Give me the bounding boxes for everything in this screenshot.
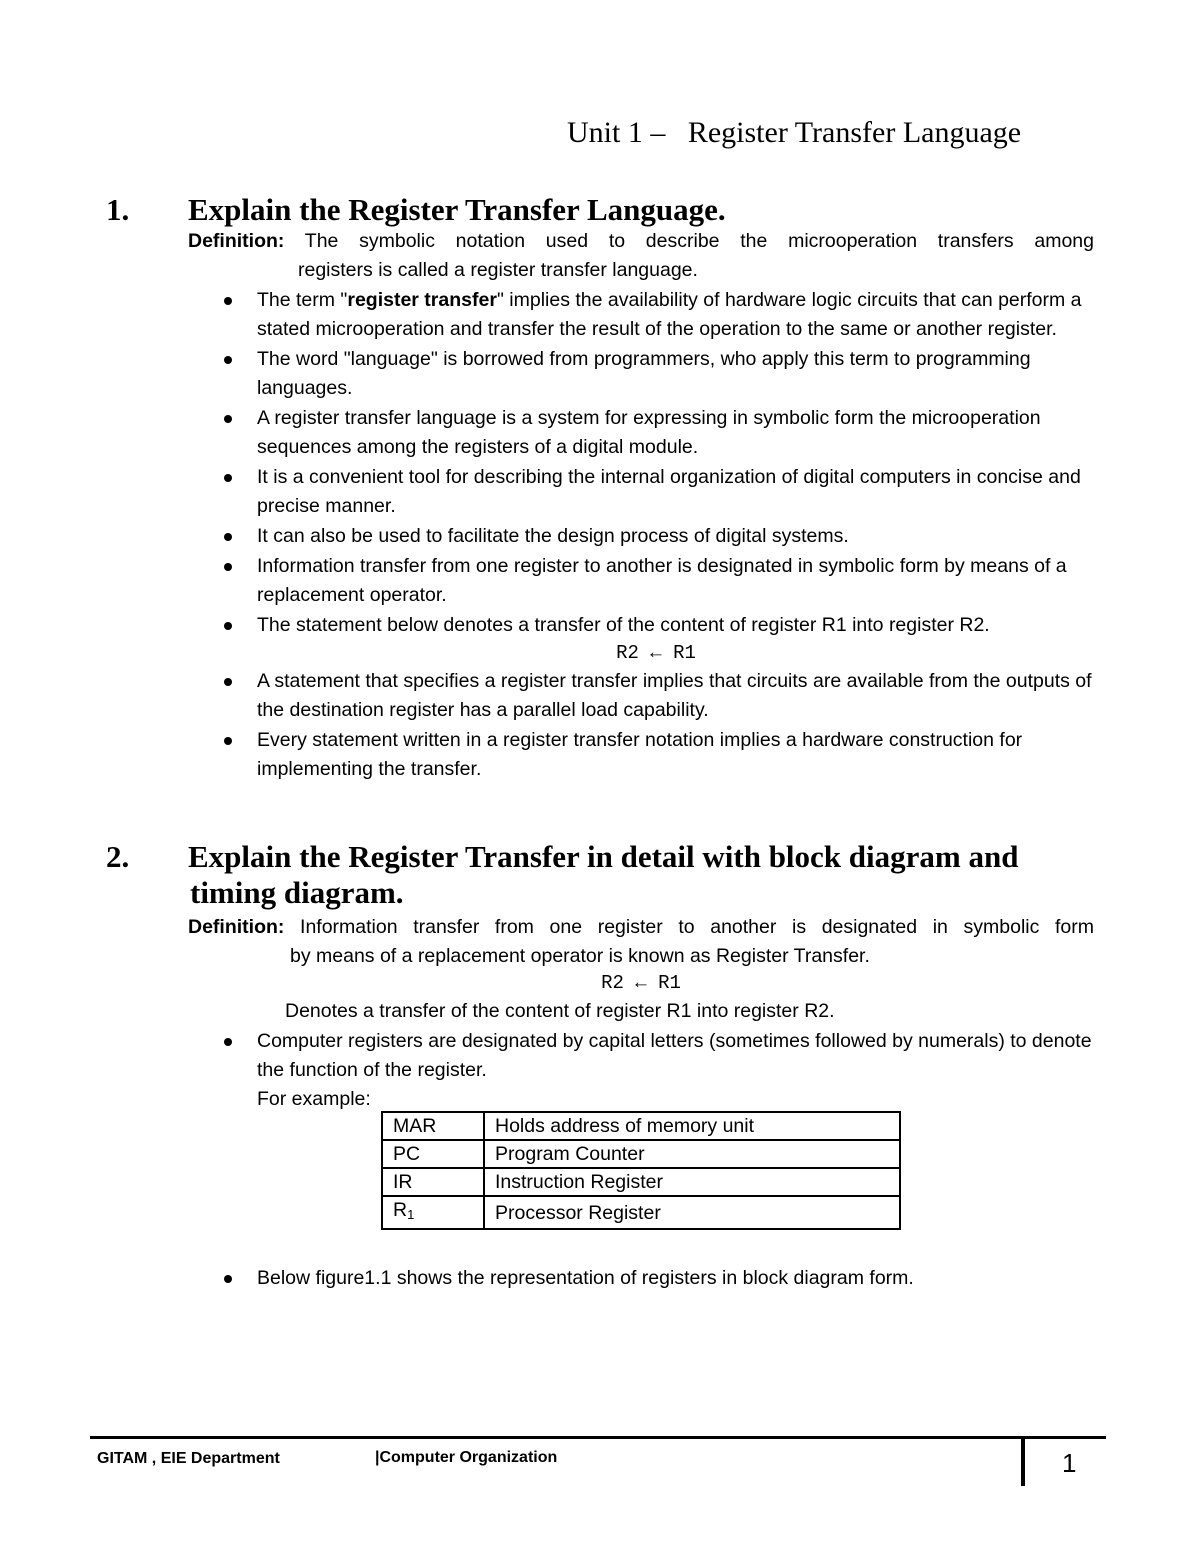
unit-title: Unit 1 – Register Transfer Language bbox=[567, 116, 1022, 149]
definition-text-continued: by means of a replacement operator is known as Register Transfer. bbox=[290, 945, 870, 967]
footer-divider bbox=[90, 1436, 1106, 1439]
question-title: Explain the Register Transfer Language. bbox=[188, 192, 726, 227]
question-title: Explain the Register Transfer in detail with block diagram and bbox=[188, 839, 1019, 874]
register-table bbox=[381, 1111, 901, 1230]
table-cell-description: Instruction Register bbox=[484, 1168, 900, 1196]
list-item: Computer registers are designated by capital letters (sometimes followed by numerals) to denote the function of the register. bbox=[218, 1027, 1094, 1085]
bullet-icon bbox=[224, 356, 232, 364]
table-cell-register: PC bbox=[382, 1140, 484, 1168]
table-cell-description: Processor Register bbox=[484, 1196, 900, 1229]
question-number: 2. bbox=[106, 839, 130, 874]
list-item: Every statement written in a register transfer notation implies a hardware construction for implementing the transfer. bbox=[218, 726, 1094, 784]
definition-label: Definition: bbox=[188, 916, 285, 938]
footer-course: |Computer Organization bbox=[375, 1449, 558, 1466]
for-example-label: For example: bbox=[257, 1088, 371, 1110]
footer-department: GITAM , EIE Department bbox=[97, 1450, 280, 1467]
definition-text: Information transfer from one register to another is designated in symbolic form bbox=[300, 916, 1094, 938]
list-item: A register transfer language is a system for expressing in symbolic form the microoperation sequences among the registers of a digital module. bbox=[218, 404, 1094, 462]
list-item: The word "language" is borrowed from programmers, who apply this term to programming languages. bbox=[218, 345, 1094, 403]
question-number: 1. bbox=[106, 192, 130, 227]
bullet-icon bbox=[224, 1038, 232, 1046]
table-cell-register: MAR bbox=[382, 1112, 484, 1140]
subscript: 1 bbox=[407, 1207, 415, 1222]
question-title-continued: timing diagram. bbox=[190, 875, 404, 910]
list-item: Below figure1.1 shows the representation of registers in block diagram form. bbox=[218, 1264, 1094, 1293]
list-item: Information transfer from one register to another is designated in symbolic form by means of a replacement operator. bbox=[218, 552, 1094, 610]
bullet-icon bbox=[224, 737, 232, 745]
definition-2 bbox=[188, 913, 1094, 971]
bullet-icon bbox=[224, 533, 232, 541]
definition-1 bbox=[188, 227, 1094, 285]
bullet-icon bbox=[224, 1275, 232, 1283]
equation: R2 ← R1 bbox=[601, 972, 681, 994]
table-row bbox=[382, 1112, 900, 1140]
table-cell-description: Program Counter bbox=[484, 1140, 900, 1168]
definition-text: The symbolic notation used to describe the microoperation transfers among bbox=[304, 230, 1094, 252]
bullet-icon bbox=[224, 474, 232, 482]
list-item: It is a convenient tool for describing the internal organization of digital computers in concise and precise manner. bbox=[218, 463, 1094, 521]
equation: R2 ← R1 bbox=[616, 642, 696, 664]
table-row bbox=[382, 1168, 900, 1196]
bullet-icon bbox=[224, 563, 232, 571]
page-number: 1 bbox=[1062, 1448, 1077, 1478]
bold-term: register transfer bbox=[347, 289, 497, 311]
table-cell-description: Holds address of memory unit bbox=[484, 1112, 900, 1140]
equation-description: Denotes a transfer of the content of register R1 into register R2. bbox=[285, 1000, 835, 1022]
list-item: A statement that specifies a register transfer implies that circuits are available from the outputs of the destination register has a parallel load capability. bbox=[218, 667, 1094, 725]
bullet-icon bbox=[224, 297, 232, 305]
table-row bbox=[382, 1140, 900, 1168]
footer-page-separator bbox=[1021, 1438, 1025, 1486]
list-item: The term "register transfer" implies the availability of hardware logic circuits that can perform a stated microoperation and transfer the result of the operation to the same or another register. bbox=[218, 286, 1094, 344]
table-row bbox=[382, 1196, 900, 1229]
bullet-list-2 bbox=[218, 1027, 1094, 1085]
list-item: The statement below denotes a transfer of the content of register R1 into register R2. R2 ← R1 bbox=[218, 611, 1094, 666]
bullet-icon bbox=[224, 678, 232, 686]
definition-label: Definition: bbox=[188, 230, 285, 252]
bullet-list-1 bbox=[218, 286, 1094, 785]
bullet-icon bbox=[224, 622, 232, 630]
bullet-list-3 bbox=[218, 1264, 1094, 1293]
definition-text-continued: registers is called a register transfer language. bbox=[298, 259, 698, 281]
list-item: It can also be used to facilitate the design process of digital systems. bbox=[218, 522, 1094, 551]
table-cell-register: $R_1$ bbox=[382, 1196, 484, 1229]
table-cell-register: IR bbox=[382, 1168, 484, 1196]
bullet-icon bbox=[224, 415, 232, 423]
